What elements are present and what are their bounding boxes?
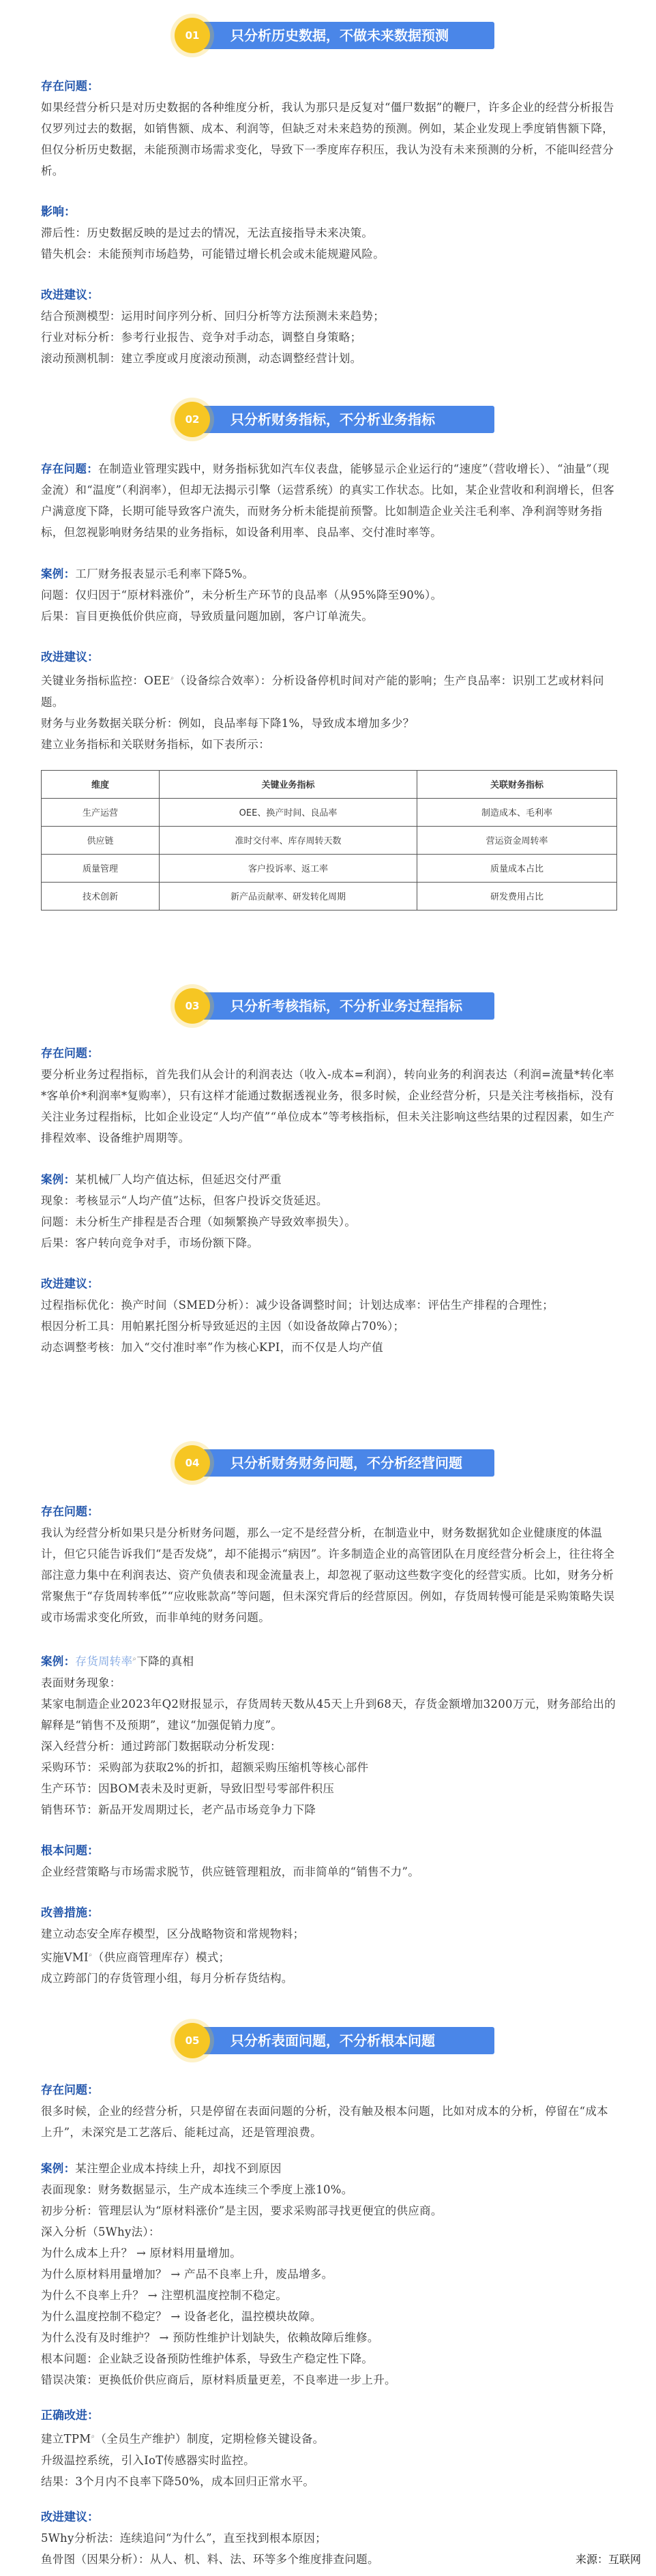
case-heading: 案例： — [41, 567, 76, 580]
table-cell: 营运资金周转率 — [417, 826, 617, 854]
case-line: 问题：仅归因于“原材料涨价”，未分析生产环节的良品率（从95%降至90%）。 — [41, 589, 443, 602]
suggest-text: （供应商管理库存）模式； — [92, 1951, 230, 1964]
suggest-line — [41, 1944, 617, 1968]
case-line: 为什么原材料用量增加？ → 产品不良率上升，废品增多。 — [41, 2268, 333, 2281]
table-row — [42, 826, 617, 854]
suggest-line — [41, 668, 617, 713]
section-3-banner — [0, 986, 656, 1028]
suggest-line: 动态调整考核：加入“交付准时率”作为核心KPI，而不仅是人均产值 — [41, 1341, 383, 1354]
table-row — [42, 882, 617, 910]
case-heading: 案例： — [41, 1173, 76, 1186]
search-icon: ⌕ — [91, 2433, 95, 2440]
section-2-banner — [0, 399, 656, 441]
tpm-link[interactable]: 建立TPM — [41, 2432, 91, 2446]
section-number-badge: 05 — [175, 2023, 210, 2058]
table-cell: 研发费用占比 — [417, 882, 617, 910]
case-line: 为什么成本上升？ → 原材料用量增加。 — [41, 2247, 242, 2260]
problem-heading: 存在问题： — [41, 462, 98, 475]
case-text: 下降的真相 — [136, 1655, 194, 1668]
case-line: 表面财务现象： — [41, 1676, 121, 1689]
suggest-heading: 改进建议： — [41, 1277, 99, 1291]
table-cell: 供应链 — [42, 826, 160, 854]
suggest-heading: 改进建议： — [41, 2510, 99, 2524]
section-number-badge: 02 — [175, 402, 210, 437]
case-line — [41, 1169, 617, 1190]
section-1-banner — [0, 15, 656, 57]
suggest-line: 成立跨部门的存货管理小组，每月分析存货结构。 — [41, 1972, 293, 1985]
case-line: 为什么没有及时维护？ → 预防性维护计划缺失，依赖故障后维修。 — [41, 2331, 379, 2344]
case-line: 初步分析：管理层认为“原材料涨价”是主因，要求采购部寻找更便宜的供应商。 — [41, 2204, 443, 2217]
section-1-body — [41, 76, 617, 369]
table-cell: 制造成本、毛利率 — [417, 798, 617, 826]
suggest-heading: 改进建议： — [41, 651, 99, 664]
case-text: 某机械厂人均产值达标，但延迟交付严重 — [75, 1173, 282, 1186]
root-text: 企业经营策略与市场需求脱节，供应链管理粗放，而非简单的“销售不力”。 — [41, 1865, 420, 1878]
case-text: 某注塑企业成本持续上升，却找不到原因 — [75, 2162, 282, 2175]
suggest-heading: 改善措施： — [41, 1906, 99, 1920]
section-4-body — [41, 1502, 617, 1989]
table-header: 维度 — [42, 770, 160, 798]
suggest-line: 行业对标分析：参考行业报告、竞争对手动态，调整自身策略； — [41, 331, 362, 344]
table-cell: 新产品贡献率、研发转化周期 — [160, 882, 417, 910]
vmi-link[interactable]: 实施VMI — [41, 1951, 89, 1964]
case-line: 生产环节：因BOM表未及时更新，导致旧型号零部件积压 — [41, 1781, 335, 1795]
fix-text: （全员生产维护）制度，定期检修关键设备。 — [95, 2432, 325, 2446]
suggest-line: 滚动预测机制：建立季度或月度滚动预测，动态调整经营计划。 — [41, 352, 362, 365]
root-heading: 根本问题： — [41, 1844, 99, 1858]
case-heading: 案例： — [41, 2162, 76, 2175]
case-line: 为什么温度控制不稳定？ → 设备老化，温控模块故障。 — [41, 2310, 322, 2323]
metric-table — [41, 770, 617, 911]
section-5-banner — [0, 2020, 656, 2062]
suggest-line: 5Why分析法：连续追问“为什么”，直至找到根本原因； — [41, 2531, 327, 2545]
section-2-body — [41, 458, 617, 911]
table-cell: 质量成本占比 — [417, 854, 617, 882]
impact-line: 滞后性：历史数据反映的是过去的情况，无法直接指导未来决策。 — [41, 226, 374, 239]
impact-heading: 影响： — [41, 205, 76, 219]
inventory-turnover-link[interactable]: 存货周转率 — [75, 1655, 133, 1668]
suggest-line: 过程指标优化：换产时间（SMED分析）：减少设备调整时间；计划达成率：评估生产排程的合理性； — [41, 1299, 554, 1312]
case-line — [41, 1648, 617, 1672]
table-cell: 质量管理 — [42, 854, 160, 882]
search-icon: ⌕ — [88, 1951, 93, 1959]
table-header: 关键业务指标 — [160, 770, 417, 798]
case-line: 深入经营分析：通过跨部门数据联动分析发现： — [41, 1739, 282, 1753]
case-line: 采购环节：采购部为获取2%的折扣，超额采购压缩机等核心部件 — [41, 1760, 369, 1774]
case-line: 错误决策：更换低价供应商后，原材料质量更差，不良率进一步上升。 — [41, 2373, 396, 2386]
case-text: 工厂财务报表显示毛利率下降5%。 — [75, 567, 254, 580]
suggest-text: （设备综合效率）：分析设备停机时间对产能的影响；生产良品率：识别工艺或材料问题。 — [41, 674, 604, 709]
problem-heading: 存在问题： — [41, 2084, 99, 2097]
problem-text: 如果经营分析只是对历史数据的各种维度分析，我认为那只是反复对“僵尸数据”的鞭尸，许多企业的经营分析报告仅罗列过去的数据，如销售额、成本、利润等，但缺乏对未来趋势的预测。例如，某企业发现上季度销售额下降，但仅分析历史数据，未能预测市场需求变化，导致下一季度库存积压，我认为没有未来预测的分析，不能叫经营分析。 — [41, 101, 614, 177]
table-row — [42, 854, 617, 882]
section-number-badge: 04 — [175, 1445, 210, 1481]
fix-heading: 正确改进： — [41, 2409, 99, 2423]
case-line — [41, 563, 617, 584]
section-number-badge: 03 — [175, 988, 210, 1024]
table-cell: 客户投诉率、返工率 — [160, 854, 417, 882]
suggest-heading: 改进建议： — [41, 288, 99, 302]
section-title: 只分析历史数据，不做未来数据预测 — [184, 22, 494, 49]
search-icon: ⌕ — [170, 675, 175, 682]
case-line: 问题：未分析生产排程是否合理（如频繁换产导致效率损失）。 — [41, 1215, 357, 1228]
case-heading: 案例： — [41, 1655, 76, 1668]
problem-heading: 存在问题： — [41, 1505, 99, 1519]
section-5-body — [41, 2080, 617, 2570]
section-3-body — [41, 1043, 617, 1358]
section-title: 只分析财务财务问题，不分析经营问题 — [184, 1449, 494, 1477]
suggest-line: 财务与业务数据关联分析：例如，良品率每下降1%，导致成本增加多少？ — [41, 716, 415, 730]
case-line: 后果：盲目更换低价供应商，导致质量问题加剧，客户订单流失。 — [41, 610, 374, 623]
suggest-line: 建立业务指标和关联财务指标，如下表所示： — [41, 737, 270, 751]
table-header-row — [42, 770, 617, 798]
case-line: 表面现象：财务数据显示，生产成本连续三个季度上涨10%。 — [41, 2183, 353, 2196]
case-line — [41, 2158, 617, 2179]
section-number-badge: 01 — [175, 18, 210, 53]
problem-heading: 存在问题： — [41, 80, 99, 93]
table-cell: 准时交付率、库存周转天数 — [160, 826, 417, 854]
problem-text: 要分析业务过程指标，首先我们从会计的利润表达（收入-成本=利润），转向业务的利润表达（利润=流量*转化率*客单价*利润率*复购率），只有这样才能通过数据透视业务，很多时候，企业经营分析，只是关注考核指标，没有关注业务过程指标，比如企业设定“人均产值”“单位成本”等考核指标，但未关注影响这些结果的过程因素，如生产排程效率、设备维护周期等。 — [41, 1068, 615, 1144]
suggest-line: 结合预测模型：运用时间序列分析、回归分析等方法预测未来趋势； — [41, 310, 385, 323]
fix-line: 结果：3个月内不良率下降50%，成本回归正常水平。 — [41, 2474, 315, 2488]
section-title: 只分析财务指标，不分析业务指标 — [184, 406, 494, 433]
table-cell: OEE、换产时间、良品率 — [160, 798, 417, 826]
section-title: 只分析考核指标，不分析业务过程指标 — [184, 992, 494, 1020]
case-line: 为什么不良率上升？ → 注塑机温度控制不稳定。 — [41, 2289, 288, 2302]
case-line: 销售环节：新品开发周期过长，老产品市场竞争力下降 — [41, 1803, 316, 1816]
table-header: 关联财务指标 — [417, 770, 617, 798]
suggest-line: 根因分析工具：用帕累托图分析导致延迟的主因（如设备故障占70%）； — [41, 1320, 405, 1333]
problem-text: 很多时候，企业的经营分析，只是停留在表面问题的分析，没有触及根本问题，比如对成本的分析，停留在“成本上升”，未深究是工艺落后、能耗过高，还是管理浪费。 — [41, 2105, 608, 2139]
fix-line: 升级温控系统，引入IoT传感器实时监控。 — [41, 2453, 255, 2467]
search-icon: ⌕ — [132, 1655, 137, 1663]
section-4-banner — [0, 1442, 656, 1485]
fix-line — [41, 2426, 617, 2450]
table-row — [42, 798, 617, 826]
problem-body: 在制造业管理实践中，财务指标犹如汽车仪表盘，能够显示企业运行的“速度”（营收增长）、“油量”（现金流）和“温度”（利润率），但却无法揭示引擎（运营系统）的真实工作状态。比如，某企业营收和利润增长，但客户满意度下降，长期可能导致客户流失，而财务分析未能提前预警。比如制造企业关注毛利率、净利润等财务指标，但忽视影响财务结果的业务指标，如设备利用率、良品率、交付准时率等。 — [41, 462, 614, 539]
impact-line: 错失机会：未能预判市场趋势，可能错过增长机会或未能规避风险。 — [41, 248, 385, 261]
case-line: 深入分析（5Why法）： — [41, 2225, 160, 2238]
case-line: 某家电制造企业2023年Q2财报显示，存货周转天数从45天上升到68天，存货金额增加3200万元，财务部给出的解释是“销售不及预期”，建议“加强促销力度”。 — [41, 1697, 616, 1732]
case-line: 根本问题：企业缺乏设备预防性维护体系，导致生产稳定性下降。 — [41, 2352, 374, 2365]
case-line: 后果：客户转向竞争对手，市场份额下降。 — [41, 1237, 259, 1249]
source-credit: 来源：互联网 — [575, 2553, 641, 2566]
problem-text: 我认为经营分析如果只是分析财务问题，那么一定不是经营分析，在制造业中，财务数据犹如企业健康度的体温计，但它只能告诉我们“是否发烧”，却不能揭示“病因”。许多制造企业的高管团队在月度经营分析会上，往往将全部注意力集中在利润表达、资产负债表和现金流量表上，却忽视了驱动这些数字变化的经营实质。比如，财务分析常聚焦于“存货周转率低”“应收账款高”等问题，但未深究背后的经营原因。例如，存货周转慢可能是采购策略失误或市场需求变化所致，而非单纯的财务问题。 — [41, 1526, 615, 1624]
case-line: 现象：考核显示“人均产值”达标，但客户投诉交货延迟。 — [41, 1194, 328, 1207]
suggest-line: 建立动态安全库存模型，区分战略物资和常规物料； — [41, 1927, 305, 1940]
oee-link[interactable]: 关键业务指标监控：OEE — [41, 674, 170, 687]
problem-text — [41, 458, 617, 543]
table-cell: 生产运营 — [42, 798, 160, 826]
suggest-line: 鱼骨图（因果分析）：从人、机、料、法、环等多个维度排查问题。 — [41, 2552, 379, 2566]
problem-heading: 存在问题： — [41, 1047, 99, 1061]
section-title: 只分析表面问题，不分析根本问题 — [184, 2027, 494, 2054]
table-cell: 技术创新 — [42, 882, 160, 910]
